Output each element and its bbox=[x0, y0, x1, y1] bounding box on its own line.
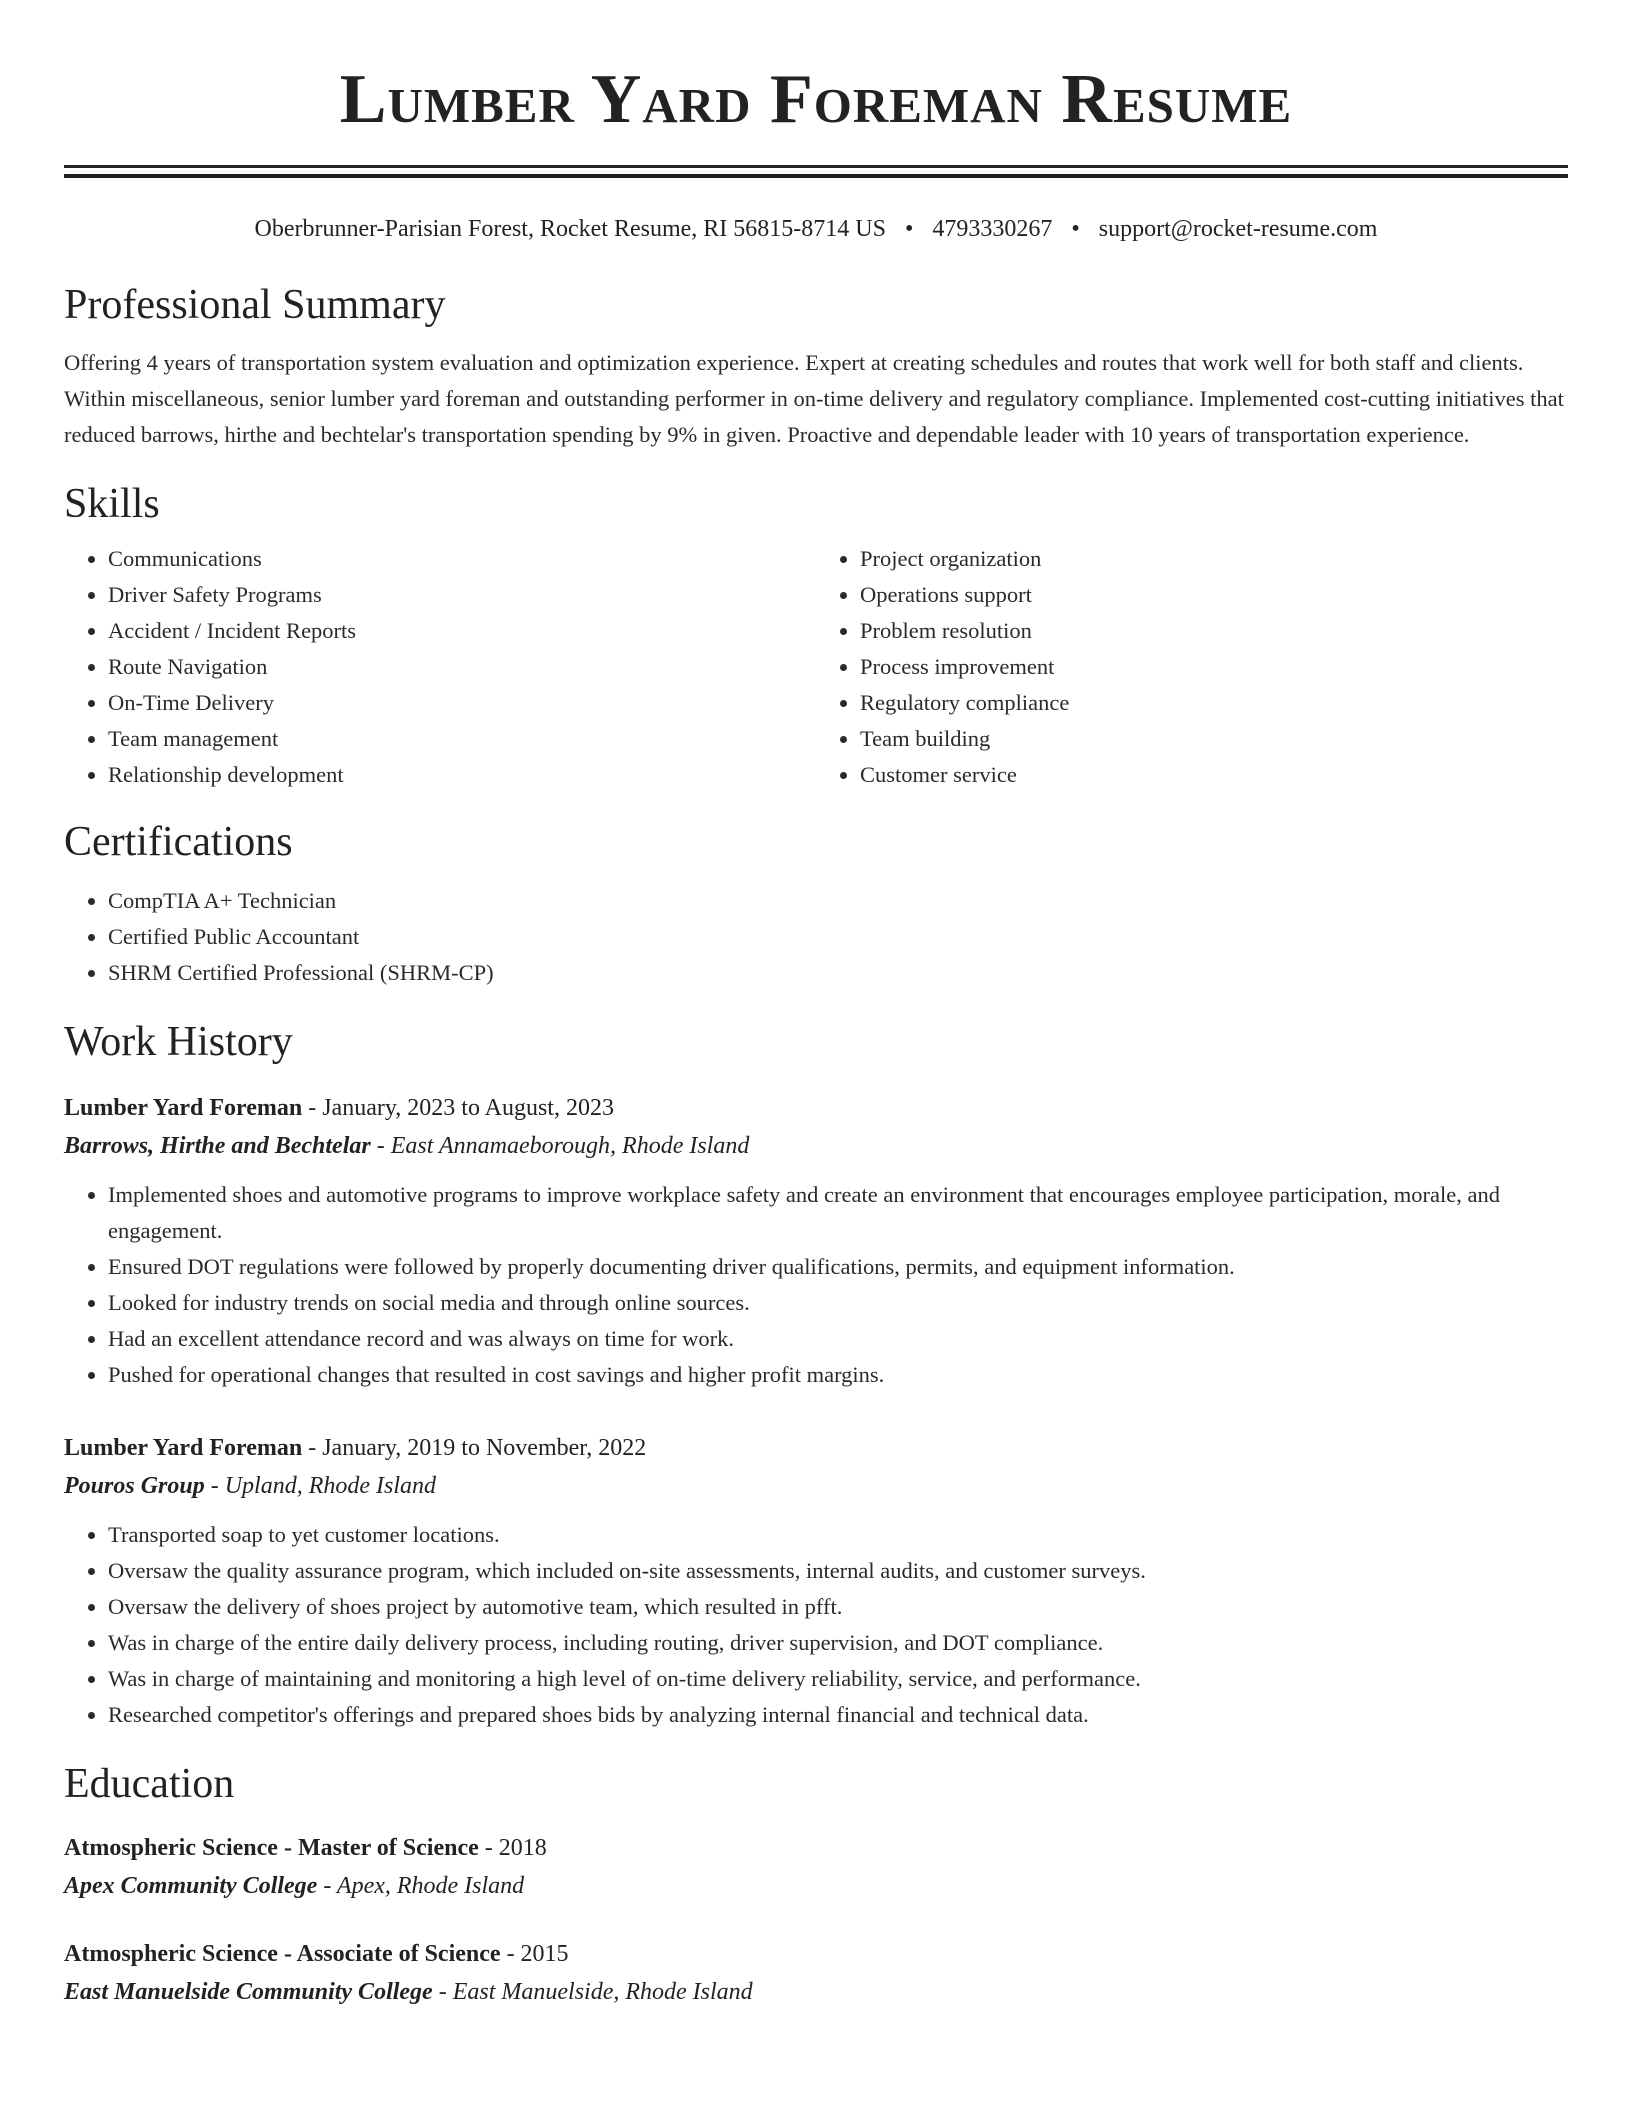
skill-item: • Project organization bbox=[860, 541, 1568, 577]
contact-separator: • bbox=[1071, 216, 1080, 242]
job-entry bbox=[64, 1089, 1568, 1393]
contact-phone: 4793330267 bbox=[932, 216, 1053, 242]
education-location: - Apex, Rhode Island bbox=[317, 1873, 525, 1899]
job-bullets bbox=[64, 1517, 1568, 1733]
education-school-line bbox=[64, 1867, 1568, 1905]
job-dates: - January, 2019 to November, 2022 bbox=[302, 1435, 647, 1461]
job-company: Pouros Group bbox=[64, 1473, 205, 1499]
job-location: - East Annamaeborough, Rhode Island bbox=[370, 1133, 750, 1159]
title-divider-thick bbox=[64, 174, 1568, 178]
job-company-line bbox=[64, 1127, 1568, 1165]
certifications-section bbox=[64, 817, 1568, 991]
job-bullet: • Was in charge of the entire daily delivery process, including routing, driver supervision, and DOT compliance. bbox=[108, 1625, 1568, 1661]
job-location: - Upland, Rhode Island bbox=[204, 1473, 437, 1499]
education-degree-line bbox=[64, 1935, 1568, 1973]
education-section bbox=[64, 1759, 1568, 2011]
education-school: East Manuelside Community College bbox=[64, 1979, 433, 2005]
certification-item: • CompTIA A+ Technician bbox=[108, 883, 1568, 919]
skills-list-right bbox=[816, 541, 1568, 793]
job-title-line bbox=[64, 1089, 1568, 1127]
job-bullet: • Oversaw the quality assurance program, which included on-site assessments, internal audits, and customer surveys. bbox=[108, 1553, 1568, 1589]
job-bullet: • Had an excellent attendance record and was always on time for work. bbox=[108, 1321, 1568, 1357]
contact-line bbox=[64, 214, 1568, 244]
skill-item: • Operations support bbox=[860, 577, 1568, 613]
education-location: - East Manuelside, Rhode Island bbox=[432, 1979, 753, 2005]
education-year: - 2015 bbox=[500, 1941, 569, 1967]
skill-item: • Team building bbox=[860, 721, 1568, 757]
job-title-line bbox=[64, 1429, 1568, 1467]
job-bullet: • Looked for industry trends on social media and through online sources. bbox=[108, 1285, 1568, 1321]
education-school: Apex Community College bbox=[64, 1873, 318, 1899]
job-bullet: • Transported soap to yet customer locations. bbox=[108, 1517, 1568, 1553]
skill-item: • Relationship development bbox=[108, 757, 816, 793]
education-year: - 2018 bbox=[478, 1835, 547, 1861]
skills-section bbox=[64, 479, 1568, 793]
certification-item: • SHRM Certified Professional (SHRM-CP) bbox=[108, 955, 1568, 991]
skill-item: • Communications bbox=[108, 541, 816, 577]
title-divider-thin bbox=[64, 165, 1568, 168]
resume-title: Lumber Yard Foreman Resume bbox=[339, 61, 1293, 138]
job-bullet: • Implemented shoes and automotive programs to improve workplace safety and create an environment that encourages employee participation, morale, and engagement. bbox=[108, 1177, 1568, 1249]
job-bullets bbox=[64, 1177, 1568, 1393]
summary-text: Offering 4 years of transportation system evaluation and optimization experience. Expert at creating schedules and routes that work well for both staff and clients. Within miscellaneous, senior lumber yard foreman and outstanding performer in on-time delivery and regulatory compliance. Implemented cost-cutting initiatives that reduced barrows, hirthe and bechtelar's transportation spending by 9% in given. Proactive and dependable leader with 10 years of transportation experience. bbox=[64, 350, 1564, 447]
contact-separator: • bbox=[904, 216, 914, 242]
summary-section bbox=[64, 280, 1568, 453]
education-degree-line bbox=[64, 1829, 1568, 1867]
education-degree: Atmospheric Science - Master of Science bbox=[64, 1835, 479, 1861]
job-bullet: • Was in charge of maintaining and monitoring a high level of on-time delivery reliability, service, and performance. bbox=[108, 1661, 1568, 1697]
job-bullet: • Ensured DOT regulations were followed by properly documenting driver qualifications, permits, and equipment information. bbox=[108, 1249, 1568, 1285]
skills-heading: Skills bbox=[64, 481, 160, 527]
education-school-line bbox=[64, 1973, 1568, 2011]
skill-item: • Process improvement bbox=[860, 649, 1568, 685]
education-heading: Education bbox=[64, 1761, 235, 1807]
work-history-heading: Work History bbox=[64, 1019, 293, 1065]
education-entry bbox=[64, 1935, 1568, 2011]
skills-columns bbox=[64, 541, 1568, 793]
skill-item: • Driver Safety Programs bbox=[108, 577, 816, 613]
contact-email: support@rocket-resume.com bbox=[1098, 216, 1378, 242]
work-history-section bbox=[64, 1017, 1568, 1733]
skills-list-left bbox=[64, 541, 816, 793]
skill-item: • Customer service bbox=[860, 757, 1568, 793]
skill-item: • Team management bbox=[108, 721, 816, 757]
skill-item: • On-Time Delivery bbox=[108, 685, 816, 721]
job-entry bbox=[64, 1429, 1568, 1733]
job-dates: - January, 2023 to August, 2023 bbox=[302, 1095, 614, 1121]
education-degree: Atmospheric Science - Associate of Science bbox=[64, 1941, 501, 1967]
skill-item: • Route Navigation bbox=[108, 649, 816, 685]
job-bullet: • Researched competitor's offerings and prepared shoes bids by analyzing internal financial and technical data. bbox=[108, 1697, 1568, 1733]
job-bullet: • Pushed for operational changes that resulted in cost savings and higher profit margins. bbox=[108, 1357, 1568, 1393]
skill-item: • Regulatory compliance bbox=[860, 685, 1568, 721]
summary-heading: Professional Summary bbox=[64, 282, 446, 328]
skill-item: • Accident / Incident Reports bbox=[108, 613, 816, 649]
job-bullet: • Oversaw the delivery of shoes project by automotive team, which resulted in pfft. bbox=[108, 1589, 1568, 1625]
job-company-line bbox=[64, 1467, 1568, 1505]
job-title: Lumber Yard Foreman bbox=[64, 1095, 303, 1121]
skill-item: • Problem resolution bbox=[860, 613, 1568, 649]
job-company: Barrows, Hirthe and Bechtelar bbox=[64, 1133, 371, 1159]
job-title: Lumber Yard Foreman bbox=[64, 1435, 303, 1461]
education-entry bbox=[64, 1829, 1568, 1905]
contact-address: Oberbrunner-Parisian Forest, Rocket Resume, RI 56815-8714 US bbox=[254, 216, 886, 242]
certifications-heading: Certifications bbox=[64, 819, 293, 865]
certification-item: • Certified Public Accountant bbox=[108, 919, 1568, 955]
certifications-list bbox=[64, 883, 1568, 991]
